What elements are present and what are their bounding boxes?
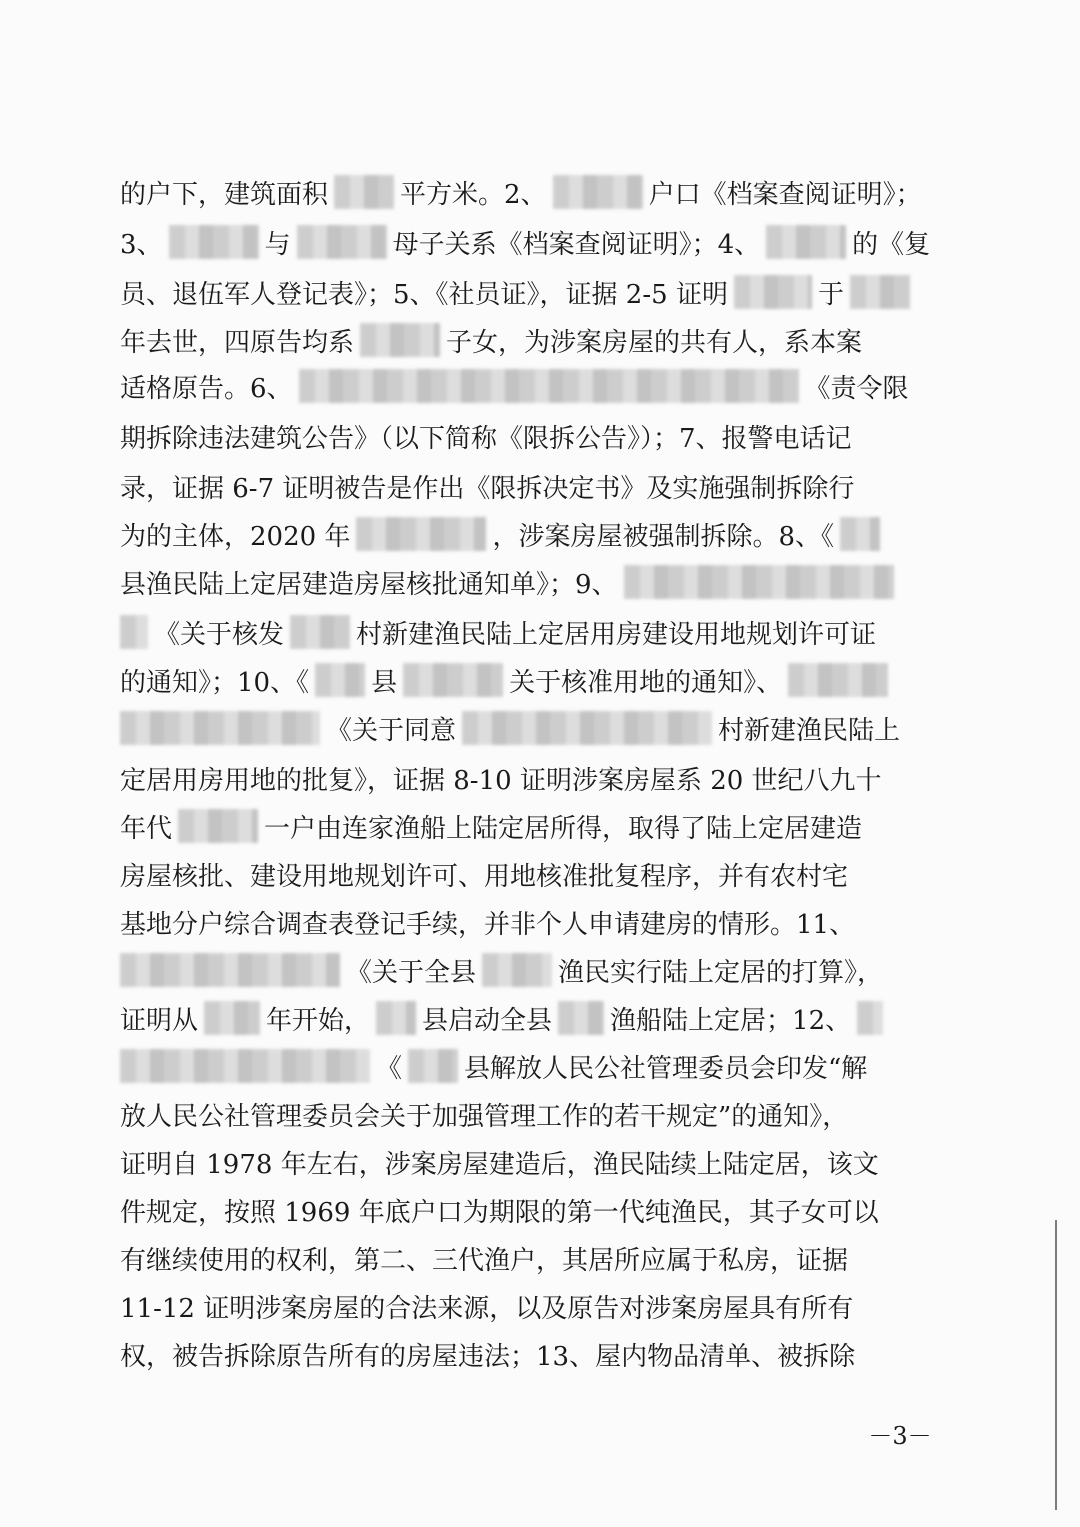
text-line — [120, 706, 950, 750]
text-segment: 适格原告。6、 — [120, 373, 293, 404]
redacted-block — [169, 225, 259, 259]
redacted-block — [553, 175, 643, 209]
text-segment: 证明从 — [120, 1005, 199, 1036]
text-line — [120, 610, 950, 654]
redacted-block — [376, 1001, 416, 1035]
text-segment: 《关于全县 — [346, 957, 477, 988]
redacted-block — [408, 1049, 458, 1083]
redacted-block — [734, 275, 812, 309]
redacted-block — [315, 663, 365, 697]
text-segment: 村新建渔民陆上 — [718, 715, 901, 746]
text-segment: 一户由连家渔船上陆定居所得，取得了陆上定居建造 — [264, 813, 863, 844]
text-segment: 《 — [376, 1053, 403, 1084]
text-segment: 放人民公社管理委员会关于加强管理工作的若干规定”的通知》， — [120, 1101, 849, 1132]
text-segment: 的《复 — [852, 229, 931, 260]
text-segment: 平方米。2、 — [400, 179, 547, 210]
text-line — [120, 658, 950, 702]
redacted-block — [120, 1049, 370, 1083]
text-line — [120, 512, 950, 556]
redacted-block — [356, 517, 486, 551]
text-segment: 有继续使用的权利，第二、三代渔户，其居所应属于私房，证据 — [120, 1245, 849, 1276]
redacted-block — [482, 953, 552, 987]
text-line — [120, 414, 950, 458]
text-line — [120, 852, 950, 896]
redacted-block — [290, 615, 350, 649]
text-segment: 村新建渔民陆上定居用房建设用地规划许可证 — [356, 619, 877, 650]
redacted-block — [120, 711, 320, 745]
text-line — [120, 270, 950, 314]
text-line — [120, 318, 950, 362]
redacted-block — [462, 711, 712, 745]
text-segment: 的户下，建筑面积 — [120, 179, 329, 210]
text-line — [120, 1332, 950, 1376]
text-segment: 关于核准用地的通知》、 — [509, 667, 783, 698]
redacted-block — [558, 1001, 604, 1035]
text-segment: 期拆除违法建筑公告》（以下简称《限拆公告》）；7、报警电话记 — [120, 423, 852, 454]
text-segment: 录，证据 6-7 证明被告是作出《限拆决定书》及实施强制拆除行 — [120, 473, 855, 504]
redacted-block — [403, 663, 503, 697]
text-segment: 基地分户综合调查表登记手续，并非个人申请建房的情形。11、 — [120, 909, 856, 940]
text-segment: 于 — [817, 279, 844, 310]
text-segment: 年代 — [120, 813, 173, 844]
text-line — [120, 1188, 950, 1232]
text-line — [120, 560, 950, 604]
text-segment: 与 — [264, 229, 291, 260]
redacted-block — [334, 175, 394, 209]
text-segment: 11-12 证明涉案房屋的合法来源，以及原告对涉案房屋具有所有 — [120, 1293, 854, 1324]
page-number: －3－ — [868, 1422, 932, 1450]
text-segment: 定居用房用地的批复》，证据 8-10 证明涉案房屋系 20 世纪八九十 — [120, 765, 882, 796]
text-segment: 渔民实行陆上定居的打算》， — [558, 957, 884, 988]
redacted-block — [120, 953, 340, 987]
redacted-block — [850, 275, 910, 309]
text-segment: 《责令限 — [804, 373, 909, 404]
text-line — [120, 900, 950, 944]
text-segment: 的通知》；10、《 — [120, 667, 310, 698]
text-segment: 户口《档案查阅证明》； — [648, 179, 922, 210]
text-segment: 为的主体，2020 年 — [120, 521, 351, 552]
text-line — [120, 948, 950, 992]
text-line — [120, 464, 950, 508]
text-line — [120, 364, 950, 408]
text-segment: 证明自 1978 年左右，涉案房屋建造后，渔民陆续上陆定居，该文 — [120, 1149, 879, 1180]
text-segment: 县 — [371, 667, 398, 698]
text-segment: 《关于核发 — [154, 619, 285, 650]
text-line — [120, 1140, 950, 1184]
text-segment: 渔船陆上定居；12、 — [610, 1005, 852, 1036]
redacted-block — [788, 663, 888, 697]
text-segment: 房屋核批、建设用地规划许可、用地核准批复程序，并有农村宅 — [120, 861, 849, 892]
text-segment: 员、退伍军人登记表》；5、《社员证》，证据 2-5 证明 — [120, 279, 728, 310]
redacted-block — [840, 517, 880, 551]
redacted-block — [178, 809, 258, 843]
text-segment: 子女，为涉案房屋的共有人，系本案 — [446, 327, 863, 358]
text-segment: 年开始， — [266, 1005, 371, 1036]
text-segment: 县启动全县 — [422, 1005, 553, 1036]
text-line — [120, 1236, 950, 1280]
redacted-block — [360, 323, 440, 357]
redacted-block — [857, 1001, 883, 1035]
text-segment: 母子关系《档案查阅证明》；4、 — [392, 229, 761, 260]
text-line — [120, 804, 950, 848]
text-segment: 县解放人民公社管理委员会印发“解 — [464, 1053, 868, 1084]
text-line — [120, 170, 950, 214]
text-segment: 3、 — [120, 229, 163, 260]
text-line — [120, 996, 950, 1040]
redacted-block — [624, 565, 894, 599]
redacted-block — [120, 615, 148, 649]
text-line — [120, 1044, 950, 1088]
text-segment: 县渔民陆上定居建造房屋核批通知单》；9、 — [120, 569, 618, 600]
redacted-block — [297, 225, 387, 259]
text-line — [120, 1284, 950, 1328]
text-line — [120, 756, 950, 800]
text-segment: 《关于同意 — [326, 715, 457, 746]
redacted-block — [766, 225, 846, 259]
text-line — [120, 220, 950, 264]
redacted-block — [299, 369, 799, 403]
text-segment: 件规定，按照 1969 年底户口为期限的第一代纯渔民，其子女可以 — [120, 1197, 879, 1228]
text-line — [120, 1092, 950, 1136]
scan-edge-line — [1055, 1220, 1057, 1510]
text-segment: 权，被告拆除原告所有的房屋违法；13、屋内物品清单、被拆除 — [120, 1341, 856, 1372]
text-segment: 年去世，四原告均系 — [120, 327, 355, 358]
redacted-block — [204, 1001, 260, 1035]
text-segment: ，涉案房屋被强制拆除。8、《 — [492, 521, 834, 552]
